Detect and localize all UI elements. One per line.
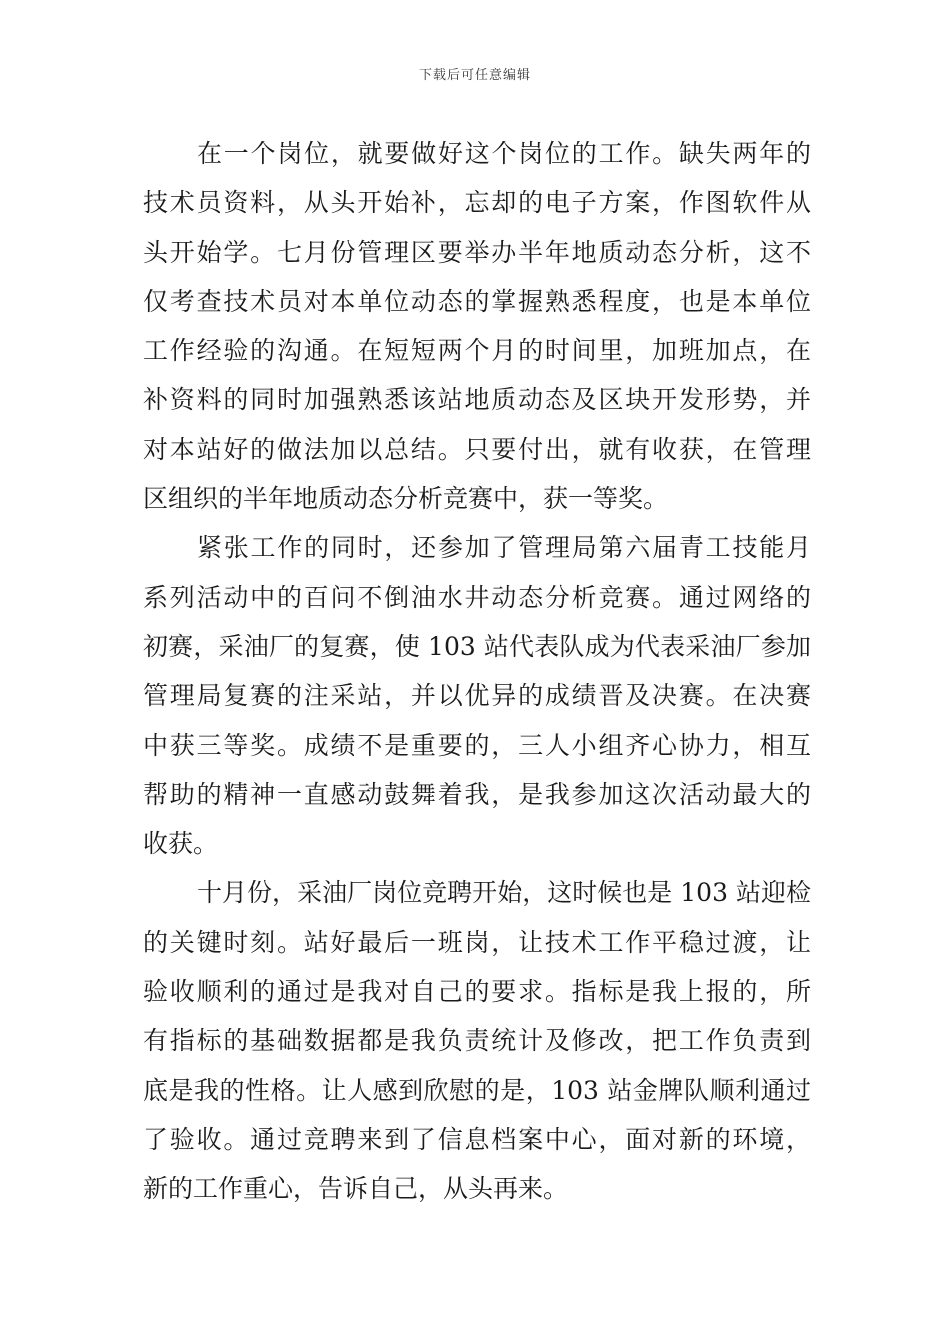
text-line: 中获三等奖。成绩不是重要的，三人小组齐心协力，相互 xyxy=(143,730,811,760)
page-header: 下载后可任意编辑 xyxy=(418,68,531,83)
text-line: 对本站好的做法加以总结。只要付出，就有收获，在管理 xyxy=(143,434,811,464)
text-line: 补资料的同时加强熟悉该站地质动态及区块开发形势，并 xyxy=(143,385,811,415)
text-line: 管理局复赛的注采站，并以优异的成绩晋及决赛。在决赛 xyxy=(143,681,811,711)
text-line: 初赛，采油厂的复赛，使 103 站代表队成为代表采油厂参加 xyxy=(143,631,811,661)
text-line: 十月份，采油厂岗位竞聘开始，这时候也是 103 站迎检 xyxy=(197,878,811,908)
text-line: 了验收。通过竞聘来到了信息档案中心，面对新的环境， xyxy=(143,1124,811,1154)
text-line: 区组织的半年地质动态分析竞赛中，获一等奖。 xyxy=(143,484,669,514)
document-body xyxy=(143,129,811,1214)
text-line: 工作经验的沟通。在短短两个月的时间里，加班加点，在 xyxy=(143,336,811,366)
text-line: 系列活动中的百问不倒油水井动态分析竞赛。通过网络的 xyxy=(143,582,811,612)
text-line: 有指标的基础数据都是我负责统计及修改，把工作负责到 xyxy=(143,1026,811,1056)
text-line: 在一个岗位，就要做好这个岗位的工作。缺失两年的 xyxy=(197,139,811,168)
paragraph-3 xyxy=(143,868,811,1213)
text-line: 验收顺利的通过是我对自己的要求。指标是我上报的，所 xyxy=(143,977,811,1007)
text-line: 新的工作重心，告诉自己，从头再来。 xyxy=(143,1174,569,1204)
paragraph-2 xyxy=(143,523,811,868)
text-line: 底是我的性格。让人感到欣慰的是，103 站金牌队顺利通过 xyxy=(143,1075,811,1105)
text-line: 收获。 xyxy=(143,829,219,859)
text-line: 紧张工作的同时，还参加了管理局第六届青工技能月 xyxy=(197,533,811,563)
text-line: 技术员资料，从头开始补，忘却的电子方案，作图软件从 xyxy=(143,188,811,218)
text-line: 的关键时刻。站好最后一班岗，让技术工作平稳过渡，让 xyxy=(143,927,811,957)
text-line: 帮助的精神一直感动鼓舞着我，是我参加这次活动最大的 xyxy=(143,779,811,809)
text-line: 头开始学。七月份管理区要举办半年地质动态分析，这不 xyxy=(143,237,811,267)
paragraph-1 xyxy=(143,129,811,523)
text-line: 仅考查技术员对本单位动态的掌握熟悉程度，也是本单位 xyxy=(143,286,811,316)
